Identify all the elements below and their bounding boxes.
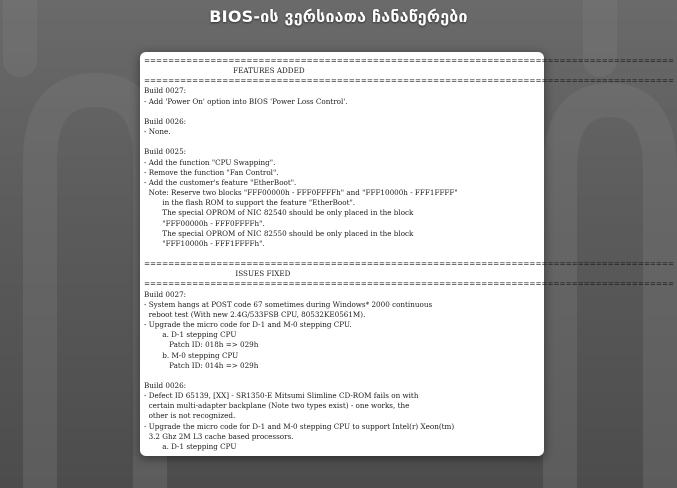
document-line: FEATURES ADDED [144, 66, 305, 76]
document-line: ISSUES FIXED [144, 269, 291, 279]
document-line: - Upgrade the micro code for D-1 and M-0 stepping CPU to support Intel(r) Xeon(tm) [144, 421, 455, 431]
document-line: Build 0027: [144, 289, 187, 299]
document-line: a. D-1 stepping CPU [144, 441, 237, 451]
document-line: "FFF10000h - FFF1FFFFh". [144, 238, 265, 248]
document-line: The special OPROM of NIC 82550 should be only placed in the block [144, 228, 414, 238]
document-line: ======================================================================================== [144, 259, 674, 269]
document-line: b. M-0 stepping CPU [144, 350, 239, 360]
document-line: Patch ID: 018h => 029h [144, 340, 259, 350]
document-line: Build 0027: [144, 86, 187, 96]
document-line: - Add the function "CPU Swapping". [144, 157, 276, 167]
document-line: Build 0025: [144, 147, 187, 157]
document-line: Patch ID: 014h => 029h [144, 360, 259, 370]
document-line: ======================================================================================== [144, 279, 674, 289]
document-line: a. D-1 stepping CPU [144, 330, 237, 340]
document-line: Note: Reserve two blocks "FFF00000h - FFF0FFFFh" and "FFF10000h - FFF1FFFF" [144, 188, 458, 198]
document-line: - Add 'Power On' option into BIOS 'Power Loss Control'. [144, 96, 348, 106]
document-line: ======================================================================================== [144, 56, 674, 65]
document-line: - None. [144, 127, 171, 137]
release-notes-text [144, 56, 674, 452]
page-title: BIOS-ის ვერსიათა ჩანაწერები [209, 7, 468, 26]
document-line: in the flash ROM to support the feature "EtherBoot". [144, 198, 356, 208]
document-line: - Add the customer's feature "EtherBoot". [144, 177, 297, 187]
document-line: other is not recognized. [144, 411, 236, 421]
document-line: - Remove the function "Fan Control". [144, 167, 279, 177]
document-line: Build 0026: [144, 116, 187, 126]
document-line: - Upgrade the micro code for D-1 and M-0 stepping CPU. [144, 320, 352, 330]
document-line: - Defect ID 65139, [XX] - SR1350-E Mitsumi Slimline CD-ROM fails on with [144, 391, 419, 401]
document-line: reboot test (With new 2.4G/533FSB CPU, 80532KE0561M). [144, 309, 366, 319]
document-line: ======================================================================================== [144, 76, 674, 86]
document-line: The special OPROM of NIC 82540 should be only placed in the block [144, 208, 414, 218]
document-line: certain multi-adapter backplane (Note two types exist) - one works, the [144, 401, 410, 411]
document-line: "FFF00000h - FFF0FFFFh". [144, 218, 265, 228]
release-notes-panel [140, 52, 674, 456]
document-line: - System hangs at POST code 67 sometimes during Windows* 2000 continuous [144, 299, 433, 309]
document-line: 3.2 Ghz 2M L3 cache based processors. [144, 431, 294, 441]
document-line: Build 0026: [144, 381, 187, 390]
